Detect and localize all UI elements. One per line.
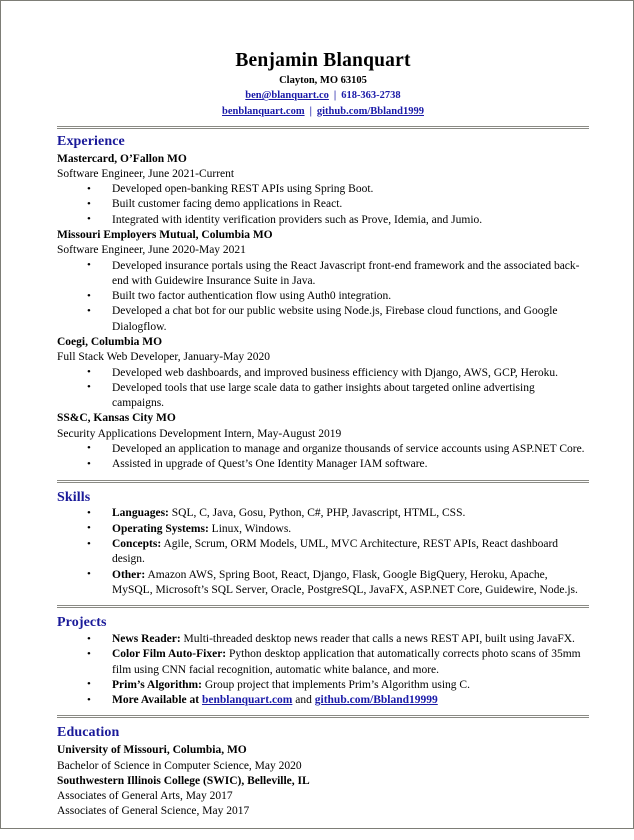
portfolio-link[interactable]: benblanquart.com xyxy=(201,694,293,707)
list-item xyxy=(57,522,589,537)
skill-label: Languages: xyxy=(112,507,169,520)
education-degree: Associates of General Science, May 2017 xyxy=(57,805,250,818)
education-school: Southwestern Illinois College (SWIC), Belleville, IL xyxy=(57,774,310,787)
section-skills xyxy=(57,489,589,599)
job-bullets xyxy=(57,182,589,228)
section-education xyxy=(57,724,589,819)
list-item xyxy=(57,678,589,693)
list-item xyxy=(57,537,589,568)
contact-separator-2: | xyxy=(309,105,312,117)
list-item: • Developed insurance portals using the React Javascript front-end framework and the associated back-end with Guidewire Insurance Suite in Java. xyxy=(57,259,589,290)
job-org: Coegi, Columbia MO xyxy=(57,336,163,348)
list-item: • Developed web dashboards, and improved business efficiency with Django, AWS, GCP, Heroku. xyxy=(57,366,589,381)
list-item: • Built two factor authentication flow using Auth0 integration. xyxy=(57,289,589,304)
candidate-location: Clayton, MO 63105 xyxy=(279,75,367,86)
skill-value: SQL, C, Java, Gosu, Python, C#, PHP, Javascript, HTML, CSS. xyxy=(171,507,466,520)
list-item: • Built customer facing demo applications in React. xyxy=(57,197,589,212)
project-label: News Reader: xyxy=(112,633,181,646)
list-item xyxy=(57,568,589,599)
section-projects xyxy=(57,614,589,708)
experience-job xyxy=(57,152,589,228)
education-body xyxy=(57,743,589,819)
conjunction: and xyxy=(295,694,312,707)
list-item: • Developed a chat bot for our public website using Node.js, Firebase cloud functions, and Google Dialogflow. xyxy=(57,304,589,335)
candidate-name: Benjamin Blanquart xyxy=(235,50,411,71)
header-divider xyxy=(57,126,589,129)
section-title-experience: Experience xyxy=(57,133,125,149)
education-degree: Bachelor of Science in Computer Science, May 2020 xyxy=(57,759,302,772)
website-link[interactable]: benblanquart.com xyxy=(222,105,305,117)
job-bullets xyxy=(57,259,589,335)
section-title-education: Education xyxy=(57,725,120,741)
job-role: Software Engineer, June 2021-Current xyxy=(57,167,235,180)
project-value: Group project that implements Prim’s Algorithm using C. xyxy=(204,678,470,691)
list-item: • Assisted in upgrade of Quest’s One Identity Manager IAM software. xyxy=(57,457,589,472)
experience-job xyxy=(57,335,589,411)
skills-list xyxy=(57,506,589,598)
resume-header xyxy=(57,49,589,120)
experience-job xyxy=(57,411,589,472)
skill-value: Agile, Scrum, ORM Models, UML, MVC Architecture, REST APIs, React dashboard design. xyxy=(112,538,559,566)
list-item: • Developed open-banking REST APIs using Spring Boot. xyxy=(57,182,589,197)
project-label: Prim’s Algorithm: xyxy=(112,678,202,691)
github-link[interactable]: github.com/Bbland1999 xyxy=(316,105,424,117)
skill-value: Amazon AWS, Spring Boot, React, Django, Flask, Google BigQuery, Heroku, Apache, MySQL, Microsoft’s SQL Server, Oracle, PostgreSQL, JavaFX, ASP.NET Core, Guidewire, Node.js. xyxy=(112,568,578,596)
experience-divider xyxy=(57,480,589,483)
section-title-skills: Skills xyxy=(57,489,91,505)
list-item xyxy=(57,693,589,708)
projects-list xyxy=(57,632,589,708)
more-available-label: More Available at xyxy=(112,694,200,707)
job-bullets xyxy=(57,442,589,473)
job-org: Missouri Employers Mutual, Columbia MO xyxy=(57,229,273,242)
github-projects-link[interactable]: github.com/Bbland19999 xyxy=(314,694,438,707)
email-link[interactable]: ben@blanquart.co xyxy=(245,90,329,102)
list-item: • Integrated with identity verification providers such as Prove, Idemia, and Jumio. xyxy=(57,213,589,228)
contact-line-1 xyxy=(57,88,589,104)
skill-value: Linux, Windows. xyxy=(211,522,292,535)
project-value: Python desktop application that automatically corrects photo scans of 35mm film using CNN facial recognition, automatic white balance, and more. xyxy=(112,648,581,676)
section-title-projects: Projects xyxy=(57,615,107,631)
section-experience xyxy=(57,133,589,473)
list-item: • Developed an application to manage and organize thousands of service accounts using ASP.NET Core. xyxy=(57,442,589,457)
list-item xyxy=(57,506,589,521)
contact-line-2 xyxy=(57,104,589,120)
list-item: • Developed tools that use large scale data to gather insights about targeted online advertising campaigns. xyxy=(57,381,589,412)
contact-separator: | xyxy=(333,90,337,102)
list-item xyxy=(57,632,589,647)
resume-content xyxy=(1,1,633,840)
skill-label: Operating Systems: xyxy=(112,522,209,535)
education-school: University of Missouri, Columbia, MO xyxy=(57,744,247,757)
skill-label: Concepts: xyxy=(112,538,162,550)
skills-divider xyxy=(57,605,589,608)
project-label: Color Film Auto-Fixer: xyxy=(112,648,227,661)
job-role: Security Applications Development Intern, May-August 2019 xyxy=(57,427,342,440)
job-org: SS&C, Kansas City MO xyxy=(57,412,176,425)
job-role: Software Engineer, June 2020-May 2021 xyxy=(57,244,246,257)
experience-body xyxy=(57,152,589,473)
job-org: Mastercard, O’Fallon MO xyxy=(57,152,187,165)
projects-divider xyxy=(57,715,589,718)
project-value: Multi-threaded desktop news reader that calls a news REST API, built using JavaFX. xyxy=(183,633,575,646)
experience-job xyxy=(57,228,589,335)
education-degree: Associates of General Arts, May 2017 xyxy=(57,790,233,803)
list-item xyxy=(57,647,589,678)
job-role: Full Stack Web Developer, January-May 2020 xyxy=(57,351,271,364)
phone-number: 618-363-2738 xyxy=(341,90,401,102)
job-bullets xyxy=(57,366,589,412)
skill-label: Other: xyxy=(112,568,146,581)
